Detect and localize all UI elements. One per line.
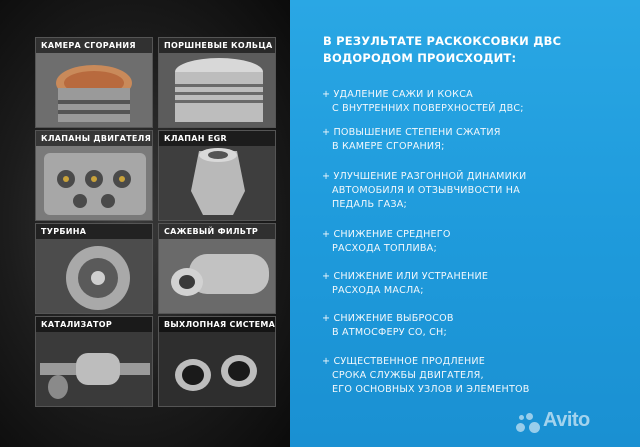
benefits-panel xyxy=(290,0,640,447)
headline-line: ВОДОРОДОМ ПРОИСХОДИТ: xyxy=(323,51,517,65)
benefit-line: + ПОВЫШЕНИЕ СТЕПЕНИ СЖАТИЯ xyxy=(322,127,501,138)
photo-grid xyxy=(0,0,290,447)
tile-particulate-filter xyxy=(158,223,276,314)
avito-wordmark: Avito xyxy=(543,409,590,431)
benefit-line: + УЛУЧШЕНИЕ РАЗГОННОЙ ДИНАМИКИ xyxy=(322,171,527,182)
benefit-emissions xyxy=(322,312,622,340)
tile-turbine xyxy=(35,223,153,314)
benefit-engine-life xyxy=(322,355,622,397)
benefit-dynamics xyxy=(322,170,622,212)
tile-label: КАТАЛИЗАТОР xyxy=(36,317,152,332)
benefit-line: ЕГО ОСНОВНЫХ УЗЛОВ И ЭЛЕМЕНТОВ xyxy=(332,384,530,395)
benefit-line: + СНИЖЕНИЕ ВЫБРОСОВ xyxy=(322,313,454,324)
benefit-line: С ВНУТРЕННИХ ПОВЕРХНОСТЕЙ ДВС; xyxy=(332,103,524,114)
headline-line: В РЕЗУЛЬТАТЕ РАСКОКСОВКИ ДВС xyxy=(323,34,562,48)
benefit-oil-consumption xyxy=(322,270,622,298)
tile-label: КАМЕРА СГОРАНИЯ xyxy=(36,38,152,53)
tile-label: ТУРБИНА xyxy=(36,224,152,239)
tile-combustion-chamber xyxy=(35,37,153,128)
tile-piston-rings xyxy=(158,37,276,128)
tile-label: ПОРШНЕВЫЕ КОЛЬЦА xyxy=(159,38,275,53)
benefit-line: В АТМОСФЕРУ CO, CH; xyxy=(332,327,447,338)
benefit-line: ПЕДАЛЬ ГАЗА; xyxy=(332,199,407,210)
benefit-soot-removal xyxy=(322,88,622,116)
benefit-fuel-consumption xyxy=(322,228,622,256)
avito-logo-icon xyxy=(516,411,540,435)
tile-engine-valves xyxy=(35,130,153,221)
tile-label: ВЫХЛОПНАЯ СИСТЕМА xyxy=(159,317,275,332)
benefit-line: + СУЩЕСТВЕННОЕ ПРОДЛЕНИЕ xyxy=(322,356,486,367)
benefit-compression xyxy=(322,126,622,154)
benefit-line: РАСХОДА МАСЛА; xyxy=(332,285,424,296)
benefit-line: В КАМЕРЕ СГОРАНИЯ; xyxy=(332,141,445,152)
tile-catalytic-converter xyxy=(35,316,153,407)
benefit-line: + СНИЖЕНИЕ СРЕДНЕГО xyxy=(322,229,451,240)
benefit-line: + УДАЛЕНИЕ САЖИ И КОКСА xyxy=(322,89,473,100)
tile-exhaust-system xyxy=(158,316,276,407)
avito-watermark xyxy=(516,409,626,435)
headline xyxy=(323,33,623,67)
tile-label: САЖЕВЫЙ ФИЛЬТР xyxy=(159,224,275,239)
benefit-line: РАСХОДА ТОПЛИВА; xyxy=(332,243,437,254)
benefit-line: АВТОМОБИЛЯ И ОТЗЫВЧИВОСТИ НА xyxy=(332,185,520,196)
tile-label: КЛАПАН EGR xyxy=(159,131,275,146)
benefit-line: СРОКА СЛУЖБЫ ДВИГАТЕЛЯ, xyxy=(332,370,484,381)
tile-egr-valve xyxy=(158,130,276,221)
tile-label: КЛАПАНЫ ДВИГАТЕЛЯ xyxy=(36,131,152,146)
benefit-line: + СНИЖЕНИЕ ИЛИ УСТРАНЕНИЕ xyxy=(322,271,489,282)
